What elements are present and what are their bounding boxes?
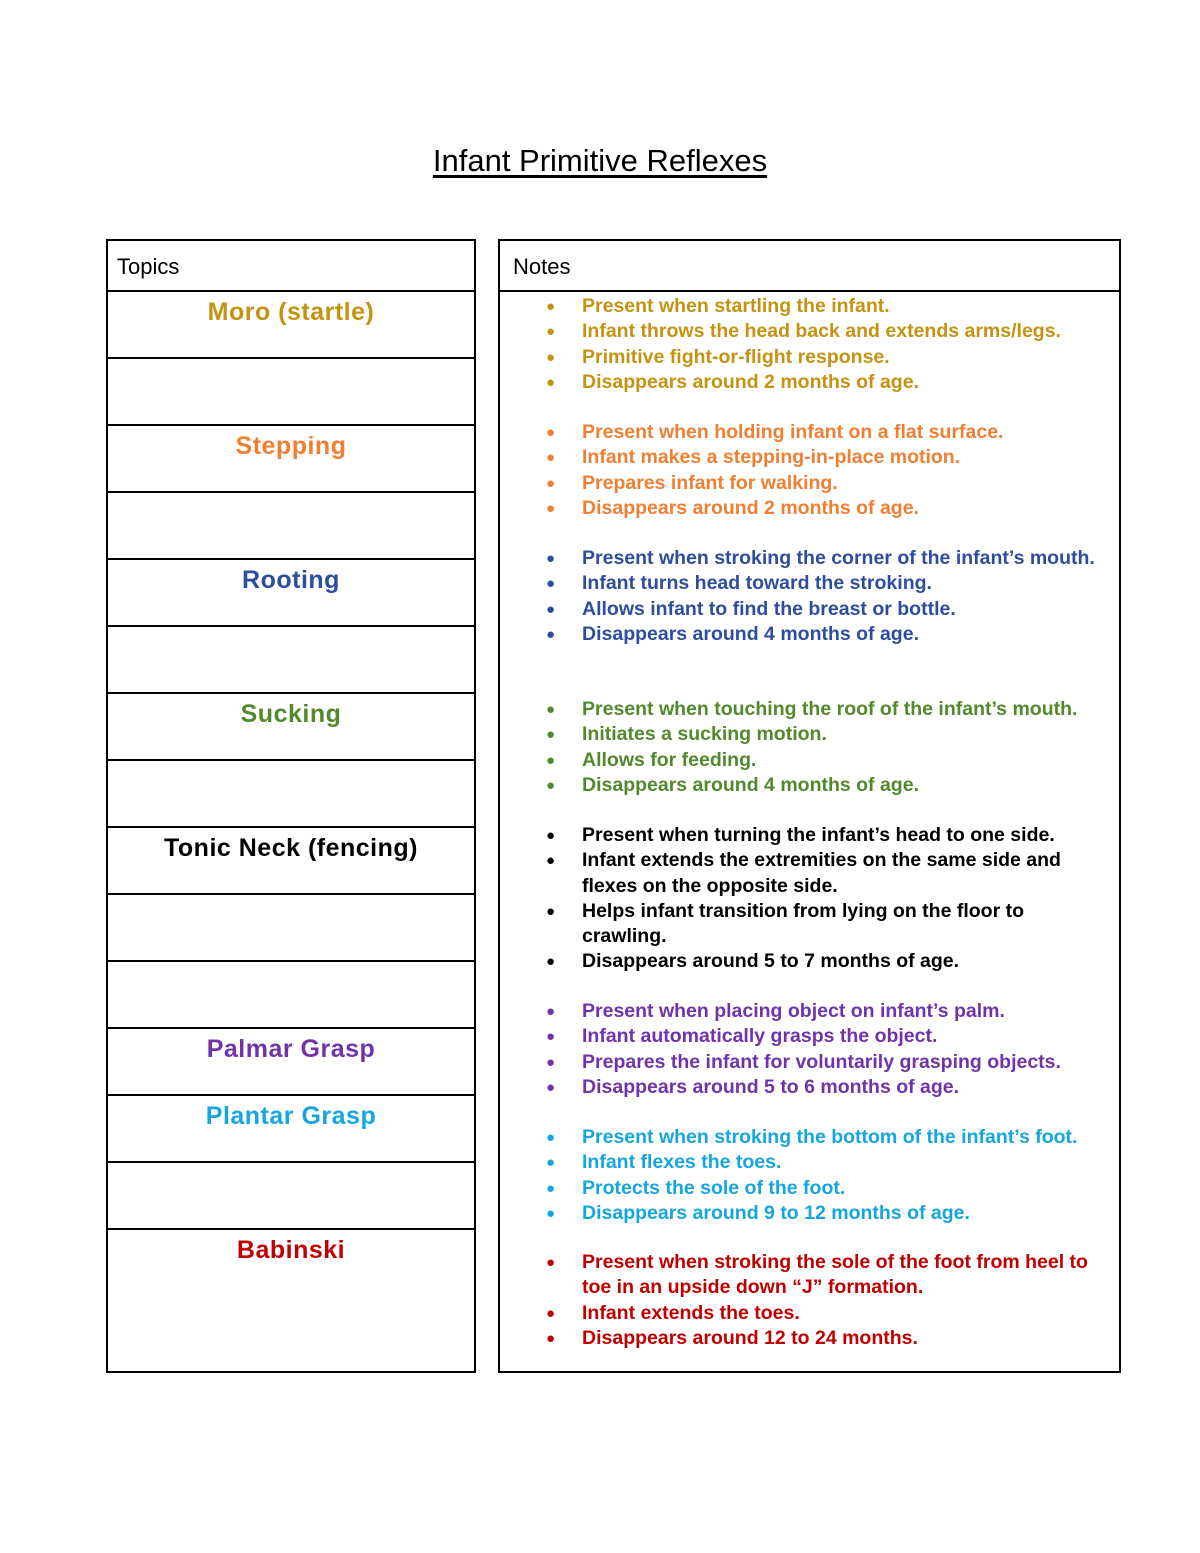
topic-row-empty — [108, 895, 474, 962]
topic-row-plantar-grasp — [108, 1096, 474, 1163]
note-item: ● Infant extends the extremities on the same side and flexes on the opposite side. — [546, 849, 1061, 897]
topics-table — [106, 239, 476, 1373]
topic-tonic-neck: Tonic Neck (fencing) — [163, 834, 418, 862]
topic-row-tonic-neck — [108, 828, 474, 895]
topic-row-empty — [108, 1163, 474, 1230]
topic-row-empty — [108, 493, 474, 560]
note-item: ● Present when stroking the bottom of the infant’s foot. — [546, 1126, 1078, 1148]
topic-moro: Moro (startle) — [207, 298, 375, 326]
note-item: ● Infant flexes the toes. — [546, 1151, 782, 1174]
notes-sucking — [546, 697, 1105, 798]
note-item: ● Present when stroking the sole of the foot from heel to toe in an upside down “J” formation. — [546, 1251, 1088, 1299]
notes-rooting — [546, 546, 1105, 647]
note-item: ● Disappears around 9 to 12 months of age. — [546, 1201, 970, 1224]
topic-babinski: Babinski — [236, 1236, 346, 1264]
note-item: ● Prepares the infant for voluntarily grasping objects. — [546, 1050, 1061, 1073]
note-item: ● Protects the sole of the foot. — [546, 1176, 846, 1199]
topic-stepping: Stepping — [235, 432, 347, 460]
topic-row-stepping — [108, 426, 474, 493]
topic-row-sucking — [108, 694, 474, 761]
topic-sucking: Sucking — [240, 700, 342, 728]
note-item: ● Disappears around 12 to 24 months. — [546, 1326, 918, 1349]
note-item: ● Infant makes a stepping-in-place motion. — [546, 446, 961, 469]
topic-row-empty — [108, 962, 474, 1029]
topic-palmar-grasp: Palmar Grasp — [206, 1035, 376, 1063]
note-item: ● Present when turning the infant’s head to one side. — [546, 824, 1055, 846]
note-item: ● Disappears around 4 months of age. — [546, 622, 919, 645]
topics-header: Topics — [108, 241, 474, 292]
notes-babinski — [546, 1250, 1105, 1351]
notes-header: Notes — [500, 241, 1119, 292]
topic-row-palmar-grasp — [108, 1029, 474, 1096]
topic-row-moro — [108, 292, 474, 359]
note-item: ● Prepares infant for walking. — [546, 471, 838, 494]
note-item: ● Primitive fight-or-flight response. — [546, 345, 890, 368]
note-item: ● Allows infant to find the breast or bottle. — [546, 597, 956, 620]
note-item: ● Disappears around 2 months of age. — [546, 370, 919, 393]
topic-row-empty — [108, 359, 474, 426]
note-item: ● Infant throws the head back and extends arms/legs. — [546, 320, 1061, 343]
note-item: ● Infant turns head toward the stroking. — [546, 572, 932, 595]
note-item: ● Infant automatically grasps the object. — [546, 1025, 938, 1048]
note-item: ● Present when startling the infant. — [546, 295, 890, 317]
topic-row-babinski — [108, 1230, 474, 1371]
note-item: ● Disappears around 4 months of age. — [546, 773, 919, 796]
note-item: ● Disappears around 5 to 6 months of age. — [546, 1075, 960, 1098]
note-item: ● Helps infant transition from lying on the floor to crawling. — [546, 899, 1024, 948]
topic-row-empty — [108, 627, 474, 694]
notes-tonic-neck — [546, 823, 1105, 975]
note-item: ● Present when stroking the corner of the infant’s mouth. — [546, 547, 1095, 569]
note-item: ● Allows for feeding. — [546, 748, 757, 771]
note-item: ● Present when placing object on infant’s palm. — [546, 1000, 1005, 1022]
notes-plantar-grasp — [546, 1125, 1105, 1226]
note-item: ● Present when touching the roof of the infant’s mouth. — [546, 698, 1078, 720]
note-item: ● Initiates a sucking motion. — [546, 723, 827, 746]
note-item: ● Infant extends the toes. — [546, 1301, 800, 1324]
note-item: ● Present when holding infant on a flat surface. — [546, 421, 1004, 443]
note-item: ● Disappears around 5 to 7 months of age. — [546, 950, 960, 973]
topic-plantar-grasp: Plantar Grasp — [205, 1102, 377, 1130]
note-item: ● Disappears around 2 months of age. — [546, 496, 919, 519]
page-title: Infant Primitive Reflexes — [432, 143, 768, 178]
topic-row-empty — [108, 761, 474, 828]
topic-rooting: Rooting — [242, 566, 340, 594]
notes-table — [498, 239, 1121, 1373]
topic-row-rooting — [108, 560, 474, 627]
notes-palmar-grasp — [546, 999, 1105, 1100]
notes-stepping — [546, 420, 1105, 521]
notes-moro — [546, 294, 1105, 395]
